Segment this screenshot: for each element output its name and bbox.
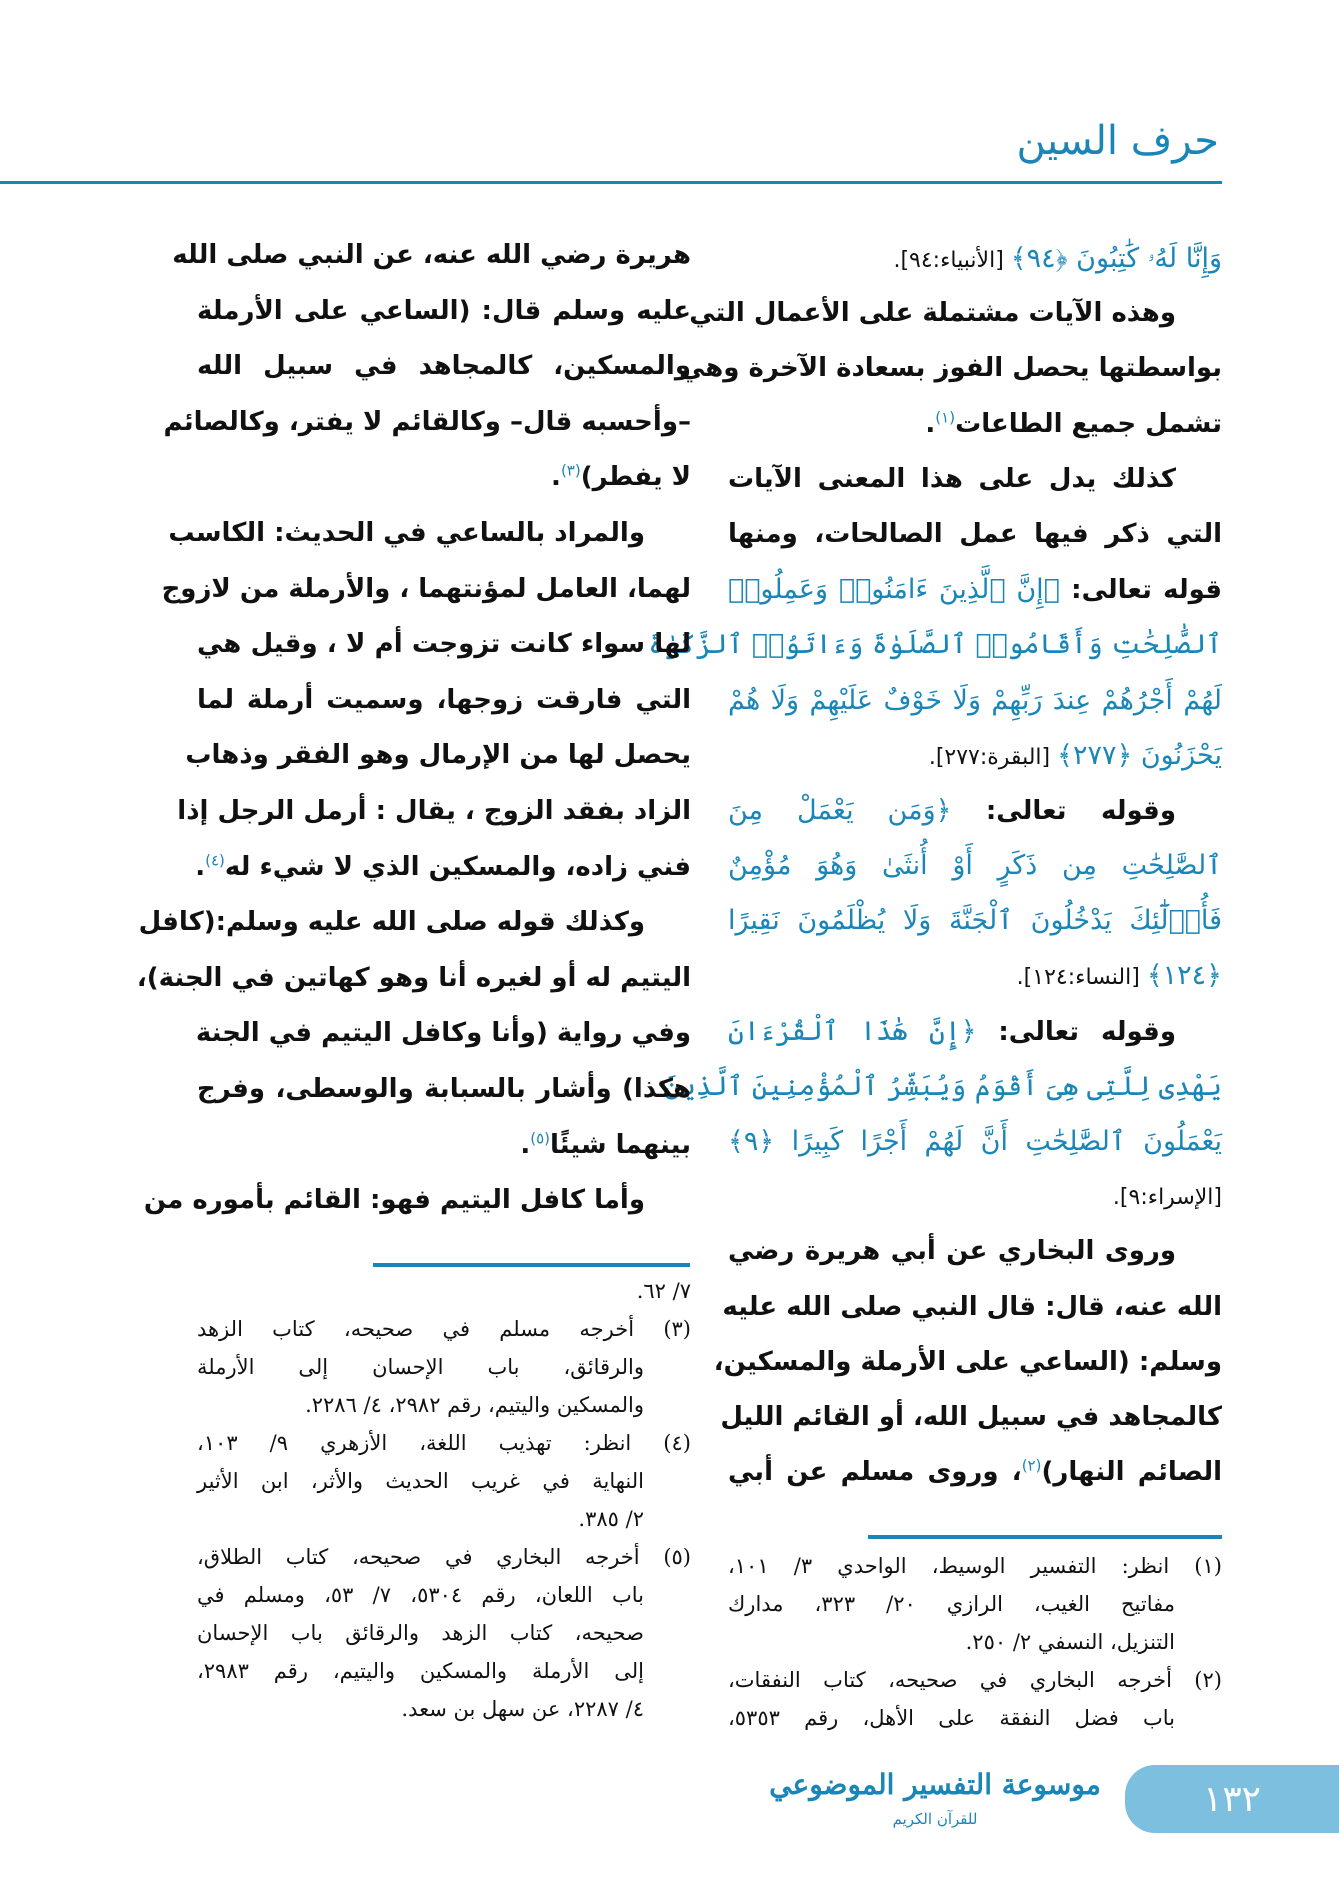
body-text: التي ذكر فيها عمل الصالحات، ومنها bbox=[728, 518, 1222, 549]
body-text: لا يفطر) bbox=[580, 462, 691, 493]
header-divider bbox=[0, 181, 1222, 184]
text-line bbox=[168, 506, 691, 562]
footnote-line: التنزيل، النسفي ٢/ ٢٥٠. bbox=[965, 1630, 1175, 1654]
body-text: الله عنه، قال: قال النبي صلى الله عليه bbox=[722, 1291, 1222, 1322]
quran-verse: ﴿١٢٤﴾ bbox=[1146, 960, 1222, 992]
footnote-line: إلى الأرملة والمسكين واليتيم، رقم ٢٩٨٣، bbox=[197, 1659, 644, 1683]
footnote-marker[interactable]: (٤) bbox=[205, 850, 225, 869]
quran-verse: ﴿إِنَّ هَٰذَا ٱلْقُرْءَانَ bbox=[728, 1015, 977, 1047]
text-line bbox=[728, 948, 1222, 1003]
text-line bbox=[197, 1006, 691, 1062]
footnote-line: والمسكين واليتيم، رقم ٢٩٨٢، ٤/ ٢٢٨٦. bbox=[305, 1393, 644, 1417]
quran-verse: ٱلصَّٰلِحَٰتِ وَأَقَامُوا۟ ٱلصَّلَوٰةَ وَءَاتَوُا۟ ٱلزَّكَوٰةَ bbox=[648, 629, 1222, 661]
footnote-line: (١) انظر: التفسير الوسيط، الواحدي ٣/ ١٠١، bbox=[728, 1554, 1222, 1578]
text-line bbox=[161, 562, 691, 618]
text-line bbox=[664, 1059, 1222, 1114]
body-text: وسلم: (الساعي على الأرملة والمسكين، bbox=[713, 1346, 1222, 1377]
text-line bbox=[720, 1390, 1222, 1445]
quran-verse: ﴿إِنَّ ٱلَّذِينَ ءَامَنُوا۟ وَعَمِلُوا۟ bbox=[728, 574, 1060, 606]
text-line bbox=[728, 838, 1222, 893]
body-text: وقوله تعالى: bbox=[951, 795, 1176, 826]
verse-reference: [الأنبياء:٩٤]. bbox=[893, 248, 1011, 273]
encyclopedia-logo bbox=[760, 1762, 1110, 1846]
body-text: ، وروى مسلم عن أبي bbox=[728, 1457, 1022, 1488]
footnote-divider-right bbox=[868, 1535, 1222, 1539]
text-line bbox=[177, 784, 691, 840]
body-text: . bbox=[925, 408, 936, 439]
quran-verse: يَحْزَنُونَ ﴿٢٧٧﴾ bbox=[1057, 739, 1222, 771]
footnote-line: باب فضل النفقة على الأهل، رقم ٥٣٥٣، bbox=[728, 1706, 1175, 1730]
footnote-line: النهاية في غريب الحديث والأثر، ابن الأثير bbox=[197, 1469, 644, 1493]
quran-verse: وَإِنَّا لَهُۥ كَٰتِبُونَ ﴿٩٤﴾ bbox=[1010, 243, 1222, 274]
logo-title: موسوعة التفسير الموضوعي bbox=[769, 1768, 1101, 1801]
body-text: يحصل لها من الإرمال وهو الفقر وذهاب bbox=[185, 740, 691, 771]
footnote-line: والرقائق، باب الإحسان إلى الأرملة bbox=[197, 1355, 644, 1379]
footnote-line: (٢) أخرجه البخاري في صحيحه، كتاب النفقات، bbox=[728, 1668, 1222, 1692]
left-text-column bbox=[136, 228, 691, 1229]
text-line bbox=[728, 673, 1222, 728]
text-line bbox=[689, 286, 1222, 341]
text-line bbox=[163, 395, 691, 451]
verse-reference: [الإسراء:٩]. bbox=[1112, 1185, 1222, 1211]
body-text: اليتيم له أو لغيره أنا وهو كهاتين في الجنة)، bbox=[136, 962, 691, 993]
footnotes-left bbox=[197, 1272, 691, 1728]
text-line bbox=[197, 673, 691, 729]
footnote-line: ٢/ ٣٨٥. bbox=[578, 1507, 644, 1531]
text-line bbox=[728, 1169, 1222, 1224]
body-text: عليه وسلم قال: (الساعي على الأرملة bbox=[197, 295, 691, 326]
text-line bbox=[172, 228, 691, 284]
footnote-marker[interactable]: (٥) bbox=[530, 1128, 551, 1147]
text-line bbox=[138, 895, 691, 951]
body-text: وأما كافل اليتيم فهو: القائم بأموره من bbox=[143, 1185, 645, 1216]
body-text: وروى البخاري عن أبي هريرة رضي bbox=[728, 1236, 1176, 1267]
quran-verse: ﴿وَمَن يَعْمَلْ مِنَ bbox=[728, 794, 952, 826]
text-line bbox=[197, 617, 691, 673]
body-text: الزاد بفقد الزوج ، يقال : أرمل الرجل إذا bbox=[177, 795, 691, 826]
text-line bbox=[197, 284, 691, 340]
body-text: وكذلك قوله صلى الله عليه وسلم:(كافل bbox=[138, 907, 645, 938]
text-line bbox=[648, 617, 1222, 672]
body-text: قوله تعالى: bbox=[1059, 575, 1222, 606]
text-line bbox=[722, 1280, 1222, 1335]
text-line bbox=[197, 1118, 691, 1174]
text-line bbox=[197, 450, 691, 506]
body-text: وقوله تعالى: bbox=[976, 1016, 1176, 1047]
footnote-marker[interactable]: (٣) bbox=[560, 461, 581, 480]
body-text: هريرة رضي الله عنه، عن النبي صلى الله bbox=[172, 240, 691, 270]
text-line bbox=[136, 951, 691, 1007]
footnote-line: (٥) أخرجه البخاري في صحيحه، كتاب الطلاق، bbox=[197, 1545, 691, 1569]
page-number: ١٣٢ bbox=[1203, 1778, 1262, 1820]
text-line bbox=[728, 1224, 1222, 1279]
footnote-line: مفاتيح الغيب، الرازي ٢٠/ ٣٢٣، مدارك bbox=[728, 1592, 1175, 1616]
body-text: تشمل جميع الطاعات bbox=[955, 408, 1222, 439]
body-text: . bbox=[551, 462, 561, 493]
verse-reference: [البقرة:٢٧٧]. bbox=[928, 744, 1058, 770]
quran-verse: يَعْمَلُونَ ٱلصَّٰلِحَٰتِ أَنَّ لَهُمْ أَجْرًا كَبِيرًا ﴿٩﴾ bbox=[728, 1126, 1222, 1157]
body-text: لهما، العامل لمؤنتهما ، والأرملة من لازوج bbox=[161, 573, 691, 604]
logo-subtitle: للقرآن الكريم bbox=[892, 1810, 978, 1828]
body-text: لها سواء كانت تزوجت أم لا ، وقيل هي bbox=[197, 629, 691, 660]
text-line bbox=[728, 562, 1222, 617]
text-line bbox=[728, 231, 1222, 286]
footnote-marker[interactable]: (٢) bbox=[1021, 1456, 1042, 1475]
text-line bbox=[143, 1173, 691, 1229]
footnote-divider-left bbox=[373, 1263, 690, 1267]
footnote-line: ٧/ ٦٢. bbox=[636, 1279, 691, 1303]
body-text: فني زاده، والمسكين الذي لا شيء له bbox=[224, 851, 691, 882]
text-line bbox=[197, 840, 691, 896]
footnote-line: (٤) انظر: تهذيب اللغة، الأزهري ٩/ ١٠٣، bbox=[197, 1431, 691, 1455]
body-text: الصائم النهار) bbox=[1041, 1457, 1222, 1488]
text-line bbox=[678, 341, 1222, 396]
body-text: التي فارقت زوجها، وسميت أرملة لما bbox=[197, 684, 691, 715]
text-line bbox=[185, 728, 691, 784]
text-line bbox=[728, 1445, 1222, 1500]
footnote-line: باب اللعان، رقم ٥٣٠٤، ٧/ ٥٣، ومسلم في bbox=[197, 1583, 644, 1607]
body-text: بواسطتها يحصل الفوز بسعادة الآخرة وهي bbox=[678, 353, 1222, 384]
text-line bbox=[713, 1335, 1222, 1390]
quran-verse: لَهُمْ أَجْرُهُمْ عِندَ رَبِّهِمْ وَلَا خَوْفٌ عَلَيْهِمْ وَلَا هُمْ bbox=[728, 684, 1222, 716]
text-line bbox=[728, 1004, 1222, 1059]
body-text: بينهما شيئًا bbox=[550, 1129, 691, 1160]
body-text: . bbox=[195, 851, 206, 882]
text-line bbox=[728, 1114, 1222, 1169]
text-line bbox=[197, 339, 691, 395]
body-text: . bbox=[520, 1129, 531, 1160]
body-text: هكذا) وأشار بالسبابة والوسطى، وفرج bbox=[197, 1073, 691, 1104]
footnotes-right bbox=[728, 1547, 1222, 1737]
body-text: كذلك يدل على هذا المعنى الآيات bbox=[728, 463, 1176, 494]
body-text: كالمجاهد في سبيل الله، أو القائم الليل bbox=[720, 1401, 1222, 1432]
body-text: وهذه الآيات مشتملة على الأعمال التي bbox=[689, 298, 1176, 329]
page-number-badge bbox=[1125, 1765, 1339, 1833]
text-line bbox=[728, 893, 1222, 948]
body-text: والمراد بالساعي في الحديث: الكاسب bbox=[168, 517, 645, 548]
quran-verse: يَهْدِى لِلَّتِى هِىَ أَقْوَمُ وَيُبَشِّرُ ٱلْمُؤْمِنِينَ ٱلَّذِينَ bbox=[664, 1070, 1222, 1102]
text-line bbox=[728, 397, 1222, 452]
body-text: –وأحسبه قال– وكالقائم لا يفتر، وكالصائم bbox=[163, 406, 691, 437]
body-text: والمسكين، كالمجاهد في سبيل الله bbox=[197, 351, 691, 382]
text-line bbox=[728, 507, 1222, 562]
chapter-title: حرف السين bbox=[1016, 118, 1219, 164]
footnote-line: (٣) أخرجه مسلم في صحيحه، كتاب الزهد bbox=[197, 1317, 691, 1341]
text-line bbox=[728, 783, 1222, 838]
text-line bbox=[197, 1062, 691, 1118]
footnote-line: صحيحه، كتاب الزهد والرقائق باب الإحسان bbox=[197, 1621, 644, 1645]
footnote-line: ٤/ ٢٢٨٧، عن سهل بن سعد. bbox=[401, 1697, 644, 1721]
body-text: وفي رواية (وأنا وكافل اليتيم في الجنة bbox=[195, 1018, 691, 1049]
text-line bbox=[728, 452, 1222, 507]
footnote-marker[interactable]: (١) bbox=[935, 407, 956, 426]
quran-verse: ٱلصَّٰلِحَٰتِ مِن ذَكَرٍ أَوْ أُنثَىٰ وَهُوَ مُؤْمِنٌ bbox=[728, 850, 1222, 882]
verse-reference: [النساء:١٢٤]. bbox=[1016, 965, 1147, 991]
text-line bbox=[728, 728, 1222, 783]
quran-verse: فَأُو۟لَٰٓئِكَ يَدْخُلُونَ ٱلْجَنَّةَ وَلَا يُظْلَمُونَ نَقِيرًا bbox=[728, 905, 1222, 937]
